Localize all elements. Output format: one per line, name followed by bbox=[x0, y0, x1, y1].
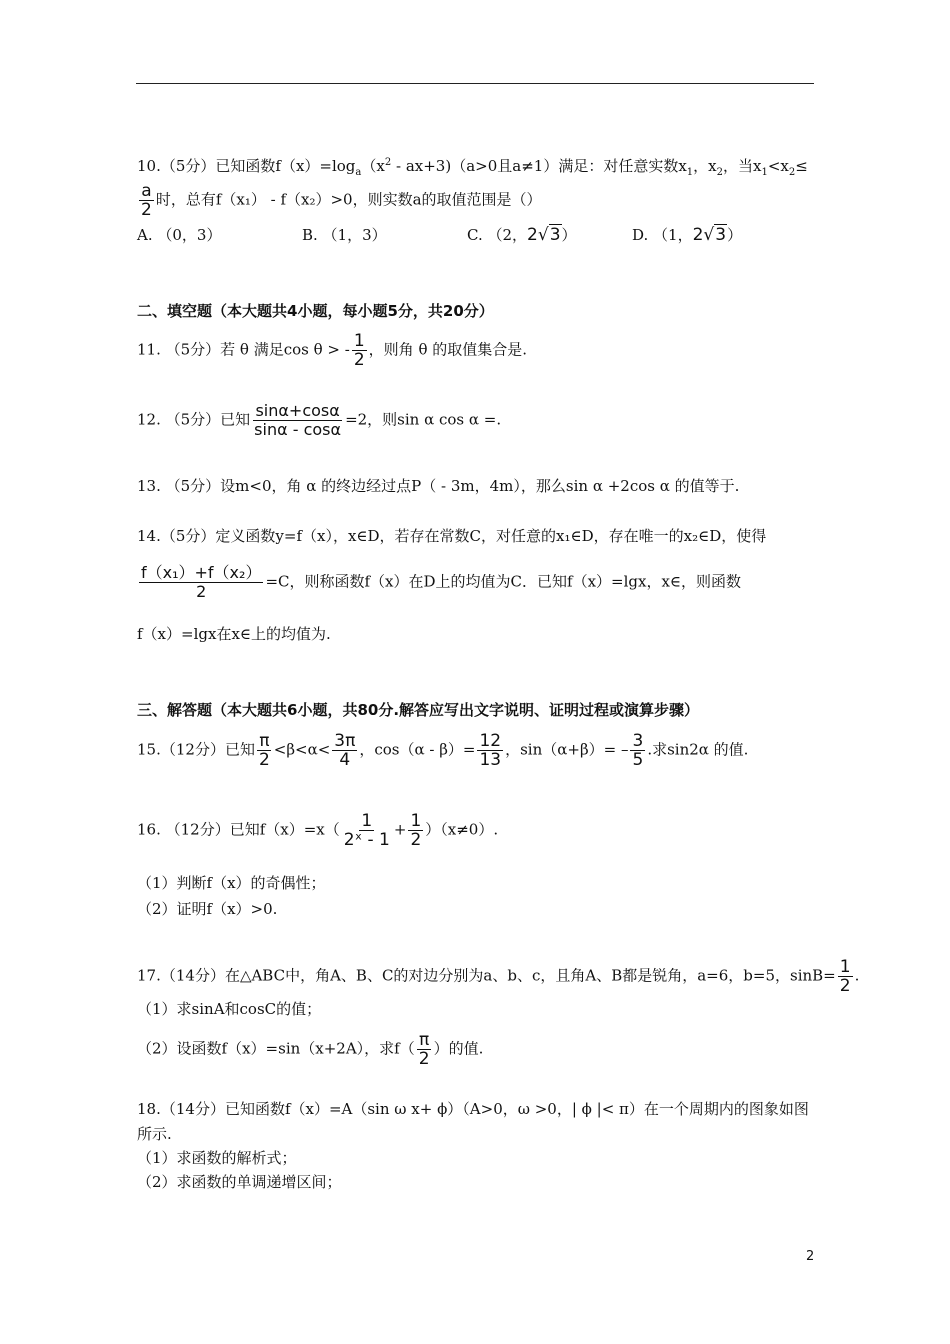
fraction: $\frac{1}{2}$ bbox=[410, 811, 422, 850]
question-18-line2: 所示. bbox=[137, 1125, 172, 1143]
section-3-heading: 三、解答题（本大题共6小题，共80分.解答应写出文字说明、证明过程或演算步骤） bbox=[137, 701, 700, 719]
question-14-line3: f（x）=lgx在x∈上的均值为. bbox=[137, 625, 331, 643]
fraction: $\frac{12}{13}$ bbox=[479, 731, 502, 770]
question-18-line1: 18.（14分）已知函数f（x）=A（sin ω x+ ϕ）（A>0，ω >0，| ϕ |< π）在一个周期内的图象如图 bbox=[137, 1100, 809, 1118]
fraction: $\frac{\sin\alpha+\cos\alpha}{\sin\alpha - \cos\alpha}$ bbox=[254, 401, 342, 439]
fraction: $\frac{\text{f（x₁）+f（x₂）}}{2}$ bbox=[141, 563, 262, 601]
fraction: $\frac{1}{2}$ bbox=[839, 957, 851, 996]
question-18-part-1: （1）求函数的解析式； bbox=[137, 1149, 297, 1167]
question-15: 15.（12分）已知 $\frac{\pi}{2}$ <β<α< $\frac{3\pi}{4}$ ，cos（α - β）= $\frac{12}{13}$ ，sin（α+β）= – $\frac{3}{5}$ .求sin2α 的值. bbox=[137, 731, 749, 770]
fraction: $\frac{3}{5}$ bbox=[632, 731, 644, 770]
sqrt-expression: 2√3 bbox=[527, 225, 561, 245]
section-2-heading: 二、填空题（本大题共4小题，每小题5分，共20分） bbox=[137, 302, 494, 320]
sqrt-expression: 2√3 bbox=[692, 225, 727, 245]
question-16-part-2: （2）证明f（x）>0. bbox=[137, 900, 278, 918]
option-c: C. （2，2√3） bbox=[467, 225, 577, 245]
fraction: $\frac{\pi}{2}$ bbox=[258, 731, 270, 770]
question-17-part-1: （1）求sinA和cosC的值； bbox=[137, 1000, 322, 1018]
question-18-part-2: （2）求函数的单调递增区间； bbox=[137, 1173, 342, 1191]
fraction: $\frac{1}{2}$ bbox=[353, 331, 365, 370]
question-16-part-1: （1）判断f（x）的奇偶性； bbox=[137, 874, 326, 892]
question-16: 16. （12分）已知f（x）=x（ $\frac{1}{\text{2ˣ - 1}}$ + $\frac{1}{2}$ ）（x≠0）. bbox=[137, 811, 499, 850]
question-17-part-2: （2）设函数f（x）=sin（x+2A），求f（ $\frac{\pi}{2}$ ）的值. bbox=[137, 1030, 484, 1069]
question-11: 11. （5分）若 θ 满足cos θ > - $\frac{1}{2}$ ，则角 θ 的取值集合是. bbox=[137, 331, 528, 370]
question-12: 12. （5分）已知 $\frac{\sin\alpha+\cos\alpha}{\sin\alpha - \cos\alpha}$ =2，则sin α cos α =. bbox=[137, 401, 502, 439]
fraction: $\frac{\pi}{2}$ bbox=[418, 1030, 430, 1069]
question-14-line1: 14.（5分）定义函数y=f（x），x∈D，若存在常数C，对任意的x₁∈D，存在唯一的x₂∈D，使得 bbox=[137, 527, 767, 545]
question-10-line1: 10.（5分）已知函数$f(x)=\log_a(x^2 - ax+3)(a>0$且a≠1）满足：对任意实数$x_1$，$x_2$，当$x_1<x_2\le$ bbox=[137, 157, 808, 178]
question-17: 17.（14分）在△ABC中，角A、B、C的对边分别为a、b、c，且角A、B都是锐角，a=6，b=5，sinB= $\frac{1}{2}$ . bbox=[137, 957, 860, 996]
fraction: $\frac{1}{\text{2ˣ - 1}}$ bbox=[343, 811, 390, 850]
option-d: D. （1，2√3） bbox=[632, 225, 743, 245]
option-a: A. （0，3） bbox=[137, 226, 222, 244]
option-b: B. （1，3） bbox=[302, 226, 387, 244]
question-13: 13. （5分）设m<0，角 α 的终边经过点P（ - 3m，4m），那么sin α +2cos α 的值等于. bbox=[137, 477, 740, 495]
header-rule bbox=[136, 83, 814, 84]
question-10-line2: $\frac{a}{2}$ 时，总有f（x₁） - f（x₂）>0，则实数a的取值范围是（） bbox=[141, 181, 542, 220]
fraction: $\frac{a}{2}$ bbox=[141, 181, 152, 220]
question-14-line2: $\frac{\text{f（x₁）+f（x₂）}}{2}$ =C，则称函数f（x）在D上的均值为C．已知f（x）=lgx，x∈，则函数 bbox=[141, 563, 742, 601]
page-number: 2 bbox=[806, 1249, 815, 1264]
fraction: $\frac{3\pi}{4}$ bbox=[334, 731, 356, 770]
